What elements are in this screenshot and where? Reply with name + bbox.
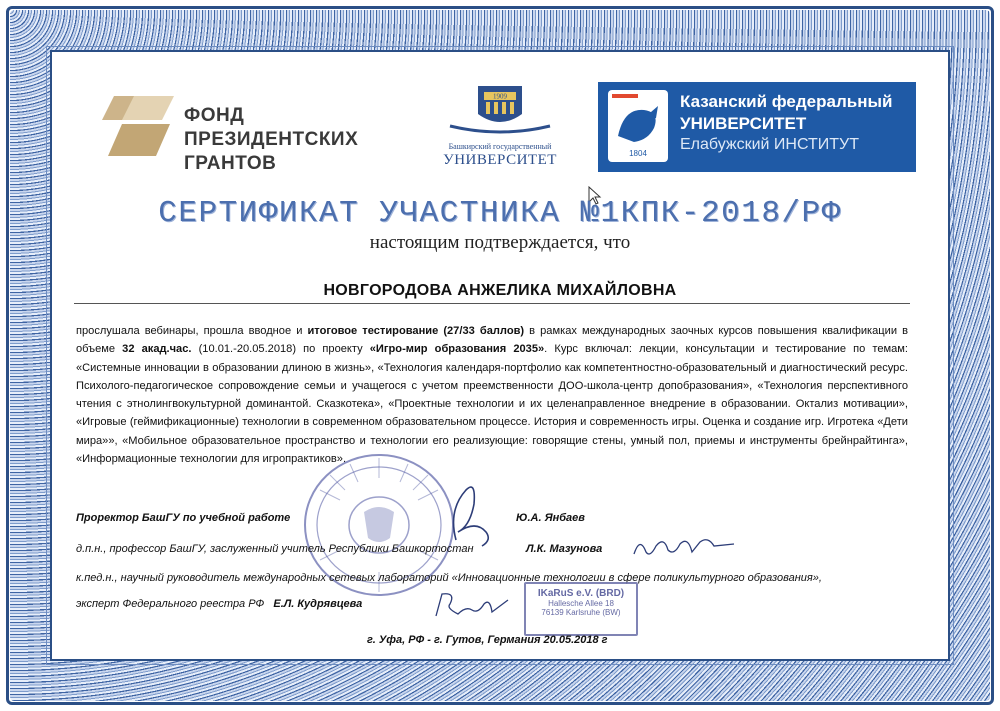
signatory-3-role2: эксперт Федерального реестра РФ [76, 598, 265, 610]
kfu-year: 1804 [629, 149, 647, 158]
body-bold-2: 32 акад.час. [122, 343, 192, 356]
signatory-2 [76, 543, 474, 555]
kfu-emblem-icon [604, 88, 674, 168]
fpg-line-1: ФОНД [184, 105, 245, 126]
recipient-name: НОВГОРОДОВА АНЖЕЛИКА МИХАЙЛОВНА [323, 282, 677, 299]
ikarus-stamp [524, 582, 638, 636]
signatory-2-name-wrap [526, 543, 602, 555]
certificate-content [52, 52, 948, 659]
kfu-line-3: Елабужский ИНСТИТУТ [680, 136, 859, 153]
bgu-logo [430, 80, 570, 180]
place-date: г. Уфа, РФ - г. Гутов, Германия 20.05.2018 г [367, 634, 608, 646]
stamp-line-3: 76139 Karlsruhe (BW) [541, 608, 621, 617]
fpg-emblem-icon [92, 88, 182, 168]
signatory-1 [76, 512, 290, 524]
body-bold-3: «Игро-мир образования 2035» [369, 343, 545, 356]
stamp-line-2: Hallesche Allee 18 [548, 599, 614, 608]
certificate-body [76, 322, 908, 468]
stamp-line-1: IKaRuS e.V. (BRD) [537, 588, 625, 599]
signatory-1-role: Проректор БашГУ по учебной работе [76, 512, 291, 524]
bgu-big-text: УНИВЕРСИТЕТ [443, 152, 557, 168]
signatory-1-name: Ю.А. Янбаев [516, 512, 585, 524]
signatory-2-name: Л.К. Мазунова [526, 543, 603, 555]
fpg-text [184, 104, 358, 176]
signatory-3-line2 [76, 598, 362, 610]
signatory-3-role: к.пед.н., научный руководитель международных сетевых лабораторий «Инновационные технологии в сфере поликультурного образования», [76, 572, 822, 584]
signature-kudryavtseva-icon [432, 590, 512, 620]
signature-mazunova-icon [630, 532, 740, 562]
signatory-3 [76, 572, 822, 584]
kfu-line-1: Казанский федеральный [680, 92, 893, 111]
body-part-2: в рамках международных заочных курсов повышения квалификации в объеме [76, 325, 908, 356]
body-part-1: прослушала вебинары, прошла вводное и [76, 325, 308, 337]
signatory-1-name-wrap [516, 512, 585, 524]
certificate-title: СЕРТИФИКАТ УЧАСТНИКА №1КПК-2018/РФ [158, 196, 842, 231]
bgu-small-text: Башкирский государственный [448, 142, 552, 151]
bgu-year: 1909 [493, 92, 507, 101]
signature-yanbaev-icon [446, 480, 496, 550]
body-bold-1: итоговое тестирование (27/33 баллов) [307, 325, 525, 337]
fpg-logo [92, 82, 422, 182]
certificate-subtitle: настоящим подтверждается, что [369, 232, 631, 253]
place-date-wrap [367, 634, 608, 646]
signatory-2-role: д.п.н., профессор БашГУ, заслуженный учитель Республики Башкортостан [76, 543, 474, 555]
fpg-line-3: ГРАНТОВ [184, 153, 277, 174]
body-part-3: (10.01.-20.05.2018) по проекту [191, 343, 370, 356]
kfu-line-2: УНИВЕРСИТЕТ [680, 114, 807, 133]
kfu-logo [598, 82, 916, 172]
signatory-3-name: Е.Л. Кудрявцева [273, 598, 363, 610]
bgu-emblem-icon [430, 80, 570, 142]
body-part-4: . Курс включал: лекции, консультации и тестирование по темам: «Системные инновации в образовании длиною в жизнь», «Технология календаря-портфолио как компетентностно-образовательный и диагностический ресурс. Психолого-педагогическое сопровождение семьи и учащегося с учетом преемственности ДОО-школа-центр допобразования», «Технология перспективного чтения с этнолингвокультурной доминантой. Сказкотека», «Проектные технологии и их целенаправленное внедрение в образовании. Октализ мотивации», «Игровые (геймификационные) технологии в современном образовательном процессе. История и современность игры. Оценка и создание игр. Игротека «Дети мира»», «Мобильное образовательное пространство и технологии его реализующие: говорящие стены, умный пол, приемы и инструменты брейнрайтинга», «Информационные технологии для игропрактиков». [76, 343, 908, 466]
name-underline [74, 303, 910, 304]
fpg-line-2: ПРЕЗИДЕНТСКИХ [184, 129, 359, 150]
